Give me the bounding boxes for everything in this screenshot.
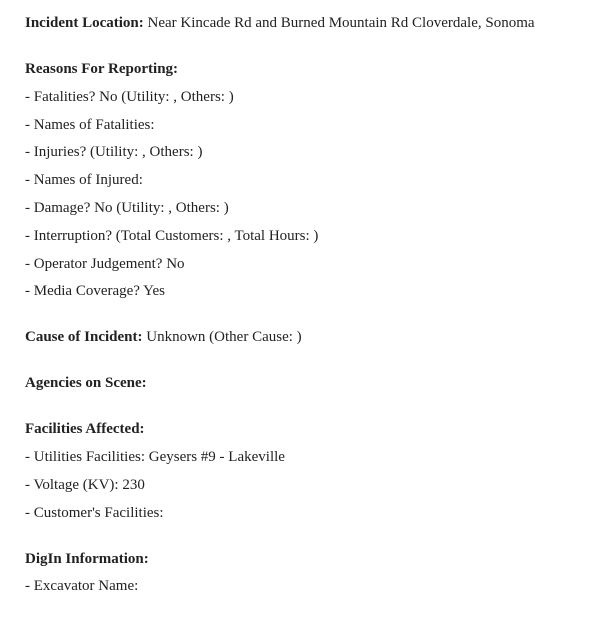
incident-location-value: Near Kincade Rd and Burned Mountain Rd Cloverdale, Sonoma bbox=[143, 15, 535, 31]
digin-heading: DigIn Information: bbox=[25, 550, 149, 567]
facilities-heading: Facilities Affected: bbox=[25, 421, 145, 438]
list-item: - Fatalities? No (Utility: , Others: ) bbox=[25, 88, 234, 105]
list-item: - Names of Injured: bbox=[25, 172, 143, 189]
incident-location-label: Incident Location: bbox=[25, 15, 144, 31]
spacer bbox=[25, 42, 599, 60]
cause-value: Unknown (Other Cause: ) bbox=[142, 329, 302, 346]
list-item: - Interruption? (Total Customers: , Total Hours: ) bbox=[25, 227, 319, 244]
list-item: - Names of Fatalities: bbox=[25, 116, 155, 133]
list-item: - Media Coverage? Yes bbox=[25, 283, 165, 300]
cause-label: Cause of Incident: bbox=[25, 329, 143, 346]
list-item: - Utilities Facilities: Geysers #9 - Lakeville bbox=[25, 449, 285, 466]
spacer bbox=[25, 310, 599, 328]
reasons-section bbox=[25, 60, 599, 310]
list-item: - Injuries? (Utility: , Others: ) bbox=[25, 144, 203, 161]
digin-section bbox=[25, 550, 599, 606]
list-item: - Damage? No (Utility: , Others: ) bbox=[25, 199, 229, 216]
facilities-section bbox=[25, 420, 599, 531]
agencies-row bbox=[25, 374, 599, 402]
list-item: - Operator Judgement? No bbox=[25, 255, 185, 272]
cause-row bbox=[25, 328, 599, 356]
list-item: - Excavator Name: bbox=[25, 578, 139, 595]
list-item: - Customer's Facilities: bbox=[25, 504, 164, 521]
list-item: - Voltage (KV): 230 bbox=[25, 476, 145, 493]
spacer bbox=[25, 402, 599, 420]
incident-location-row bbox=[25, 14, 599, 42]
agencies-label: Agencies on Scene: bbox=[25, 375, 147, 392]
incident-report bbox=[25, 14, 599, 605]
spacer bbox=[25, 356, 599, 374]
reasons-heading: Reasons For Reporting: bbox=[25, 60, 179, 77]
spacer bbox=[25, 532, 599, 550]
